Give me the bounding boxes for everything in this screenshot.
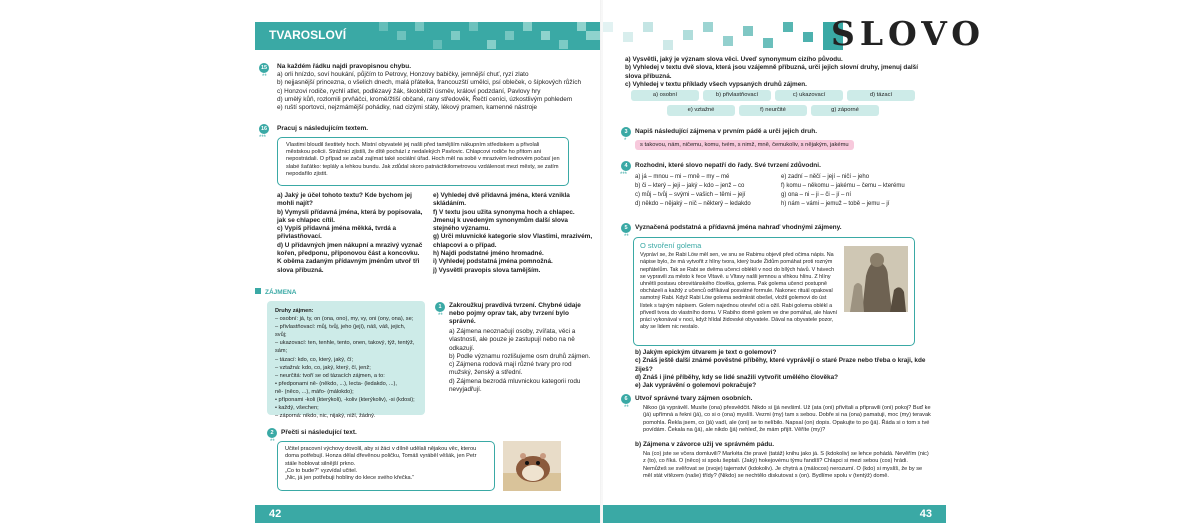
questions-col-b [433,192,595,275]
exercise-5-badge: 5 [621,223,631,233]
list-item: • předponami ně- (někdo, ...), lecta- (ledakdo, ...), [275,380,397,387]
exercise-6-text: Nikoo (já vyprávěl. Musíte (ona) přesvědčit. Nikdo si (já nevšiml. Už (ata (oni) přivítali a připravili (oni) pokoj? Buď ke (já) upřímná a řekni (já), co si o (ona) myslíš. Vezmi (my) tam s sebou. Dobře si na (ona) pamatuji, moc (my) teravak pomohla. Řekla jsem, co (já) vadí, ale (oni) se to nelíbilo. Napsal (on) dopis. Opakujte to po (já). Řáda si o tom s tvé povídám. Čekala na (já), ale nikdo (já) nehleď, že mám přijít. Věříte (my)? [643,405,931,433]
exercise-15-badge: 15 [260,65,268,71]
list-item: c) můj – tvůj – svými – vašich – těmi – její [635,192,746,198]
list-item: d) někdo – nějaký – nič – některý – ledakdo [635,201,751,207]
questions-col-a [277,192,425,275]
hamster-photo [503,441,561,491]
list-item: e) ruští sportovci, nejzmámější pohádky, nad cizými státy, lékový pramen, kamenné nástroje [277,104,538,112]
list-item: a) orli hnízdo, soví houkání, půjčím to Petrovy, Honzovy babičky, jemnější chuť, ryzí zlato [277,71,529,78]
question: c) Znáš ještě další známé pověstné příběhy, které vyprávějí o staré Praze nebo třeba o kraji, kde žiješ? [635,357,926,373]
question: i) Vyhledej podstatná jména pomnožná. [433,258,553,266]
exercise-1-badge: 1 [435,302,445,312]
list-item: d) umělý kůň, rozlomili prvňáčci, kromě/žtiší občané, rany středověk, Řečtí ceníci, úzkostlivým pohledem [277,95,573,103]
pronoun-list: s takovou, nám, ničemu, komu, tvém, s nimž, mně, čemukoliv, s nějakým, jakému [635,140,854,150]
exercise-title: Pracuj s následujícím textem. [277,125,369,132]
series-logo: SLOVO [831,14,985,53]
page-number: 42 [269,508,282,520]
article-text-box: Vlastimi bloudil šestitely hoch. Mistní obyvatelé jej našli před tamějším nákupním střediskem a přivolali městskou policii. Strážnici zjistili, že dítě pochází z nedalekých Pavlovic. Chlapcovi rodiče ho přitom ani nepostrádali. O případ se začal zajímat také sociální úřad. Hoch měl na sobě v mrazivém lednovém počasí jen slabé šaťátko: teplály a lehkou bundu. Jak zdůdal skoro patnáctikilometrovou vzdálenost mezi městy, se zatím nepodařilo zjistit. [277,137,569,186]
page-number: 43 [919,508,932,520]
question: h) Najdi podstatné jméno hromadné. [433,250,544,258]
list-item: h) nám – vámi – jemuž – tobě – jemu – jí [781,201,890,207]
word-series-col-a [635,173,785,209]
difficulty-stars: ** [262,74,267,80]
left-header-bar [255,22,600,50]
question: a) Jaký je účel tohoto textu? Kde bychom jej mohli najít? [277,192,412,208]
exercise-15 [277,63,595,112]
difficulty-stars: ** [438,313,443,319]
exercise-6b-text: Na (co) jste se včera domluvili? Markéta čte pravé (tatáž) knihu jako já. S (kdokoliv) se lehce pohádá. Nevěřím (nic) z (to), co říká. O (něco) si spolu šeptali. (Jaký) hokejovému týmu fandíš? Chlapci si mezi sebou (cos) hrádi. Nemůžeš se svěřovat se (svoje) tajemství (kdokoliv). Je chytrá a (málocos) nerozumí. O (kdo) si myslíš, že by se měl stát vítězem (naše) třídy? (Nikdo) se nechtělo diskutovat s (on). Bydlíme spolu v (tentýž) domě. [643,451,929,479]
exercise-subtitle: b) Zájmena v závorce užij ve správném pádu. [635,441,775,448]
difficulty-stars: ** [270,439,275,445]
list-item: – tázací: kdo, co, který, jaký, čí; [275,356,354,363]
list-item: – záporná: nikdo, nic, nijaký, niží, žádný. [275,413,376,420]
left-footer-bar [255,505,600,523]
exercise-1 [449,302,595,394]
word-series-col-b [781,173,941,209]
exercise-title: Vyznačená podstatná a přídavná jména nahraď vhodnými zájmeny. [635,224,842,231]
list-item: ně- (něco, ...), máfo- (málokdo); [275,388,354,395]
golem-illustration [844,246,908,312]
difficulty-stars: *** [259,135,267,141]
list-item: a) já – mnou – mi – mně – my – mé [635,174,730,180]
mosaic-decoration [603,22,843,50]
list-item: – přivlastňovací: můj, tvůj, jeho (její), náš, váš, jejich, svůj; [275,324,406,339]
list-item: – vztažná: kdo, co, jaký, který, čí, jenž; [275,364,371,371]
section-heading: ZÁJMENA [255,288,296,296]
question: g) Urči mluvnické kategorie slov Vlastimi, mrazivém, chlapcovi a o případ. [433,233,593,249]
exercise-title: Zakroužkuj pravdivá tvrzení. Chybné údaje nebo pojmy oprav tak, aby tvrzení bylo správné. [449,302,581,325]
list-item: – neurčitá: tvoří se od tázacích zájmen, a to: [275,372,385,379]
exercise-16-badge: 16 [260,126,268,132]
list-item: g) ona – ni – ji – či – jí – ní [781,192,852,198]
exercise-4-badge: 4 [621,161,631,171]
exercise-3-badge: 3 [621,127,631,137]
question: b) Vyhledej v textu dvě slova, která jsou vzájemně příbuzná, urči jejich slovní druhy, jmenuj další slova příbuzná. [625,64,918,80]
story-text: Vypráví se, že Rabi Löw měl sen, ve snu se Rabimu objevil před očima nápis. Na nápise bylo, že má vytvořit z hlíny tvora, který bude Židům pomáhat proti rozným nepřátelům. Tak se Rabi se dvěma učenci oblékli v noci do bílých hávů. V hávech se vypravili za město k řece Vltavě. u Vltavy našli jemnou a vlhkou hlínu. Z hlíny uhnětli postavu obrovitánského člověka, golema. Pak golema učenci postupně obcházeli a každý z učenců odříkával posvátné formule. Nakonec rituál opakoval samotný Rabi. Když Rabi Löw golema sedmkrát obešel, vložil golemovi do úst lístek s tajným nápisem. Golem najednou otevřel oči a ožil. Rabi golema oblékl a přivedl tvora do vlastního domu. V Rabiho domě golem ve dne pomáhal, ale hlavní práci vykonával v noci, když hlídal židovské obyvatele. Dával na obyvatele pozor, aby se lidem nic nestalo. [640,252,838,331]
pronoun-type-pill: d) tázací [847,90,915,101]
question: d) Znáš i jiné příběhy, kdy se lidé snažili vytvořit umělého člověka? [635,373,839,381]
pronoun-type-pill: b) přivlastňovací [703,90,771,101]
right-footer-bar [603,505,946,523]
pronoun-type-pill: a) osobní [631,90,699,101]
story-title: O stvoření golema [640,241,702,250]
list-item: b) Podle významu rozlišujeme osm druhů zájmen. [449,352,591,360]
exercise-title: Na každém řádku najdi pravopisnou chybu. [277,63,412,70]
paragraph: Učitel pracovní výchovy dovolil, aby si žáci v dílně udělali nějakou věc, kterou doma potřebují. Honza dělal dřevěnou poličku, Tomáš vyráběl věšák, jen Petr stále hoblovat silnější prkno. [285,446,477,467]
question: c) Vypiš přídavná jména měkká, tvrdá a přivlastňovací. [277,225,397,241]
exercise-2-badge: 2 [267,428,277,438]
list-item: c) Honzovi rodiče, rychlí atlet, podlézavý žák, školoblíží úsměv, královí podzdaní, Pavlovy hry [277,87,541,95]
golem-questions [635,349,935,390]
list-item: e) zadní – něčí – její – ničí – jeho [781,174,870,180]
list-item: a) Zájmena neoznačují osoby, zvířata, věci a vlastnosti, ale pouze je zastupují nebo na ně odkazují. [449,328,576,352]
question: e) Vyhledej dvě přídavná jména, která vznikla skládáním. [433,192,570,208]
story-box [277,441,495,491]
mosaic-decoration [379,22,600,50]
difficulty-stars: * [624,138,627,144]
question: b) Jakým epickým útvarem je text o golemovi? [635,349,777,356]
difficulty-stars: ** [624,405,629,411]
box-title: Druhy zájmen: [275,308,314,314]
list-item: b) či – který – jeji – jaký – kdo – jenž – co [635,183,745,189]
question: e) Jak vyprávění o golemovi pokračuje? [635,382,757,390]
question: d) U přídavných jmen nákupní a mrazivý vyznač kořen, předponu, příponovou část a koncovku. K oběma zadaným přídavným jménům utvoř tři slova příbuzná. [277,241,423,274]
list-item: d) Zájmena bezrodá mluvnickou kategorii rodu nevyjadřují. [449,377,581,394]
exercise-title: Přečti si následující text. [281,429,357,436]
chapter-title: TVAROSLOVÍ [269,28,347,42]
question: c) Vyhledej v textu příklady všech vypsaných druhů zájmen. [625,80,807,88]
list-item: – osobní: já, ty, on (ona, ono), my, vy, oni (ony, ona), se; [275,316,414,323]
exercise-title: Rozhodni, které slovo nepatří do řady. Své tvrzení zdůvodni. [635,162,821,169]
pronoun-type-pill: g) záporné [811,105,879,116]
paragraph: „Co to bude?“ vyzvídal učitel. [285,467,358,474]
question: j) Vysvětli pravopis slova tamějším. [433,266,541,274]
exercise-title: Utvoř správné tvary zájmen osobních. [635,395,753,402]
question: b) Vymysli přídavná jména, která by popisovala, jak se chlapec cítil. [277,208,423,224]
list-item: • příponami -koli (kterýkoli), -koliv (kterýkoliv), -si (kdosi); [275,397,415,404]
question: a) Vysvětli, jaký je význam slova věci. Uveď synonymum cizího původu. [625,56,843,63]
list-item: • každý, všechen; [275,405,319,412]
list-item: f) komu – někomu – jakému – čemu – kterému [781,183,905,189]
question: f) V textu jsou užita synonyma hoch a chlapec. Jmenuj k uvedeným synonymům další slova stejného významu. [433,208,575,233]
list-item: b) nejjasnější princezna, o všelich dnech, malá přátelka, francouzští umělci, psí obleček, o šípkových růžích [277,79,582,87]
list-item: – ukazovací: ten, tenhle, tento, onen, takový, týž, tentýž, sám; [275,340,415,355]
pronoun-type-pill: e) vztažné [667,105,735,116]
exercise-title: Napiš následující zájmena v prvním pádě a urči jejich druh. [635,128,818,135]
pronoun-type-pill: f) neurčité [739,105,807,116]
pronoun-type-pill: c) ukazovací [775,90,843,101]
exercise-continued [625,56,925,89]
exercise-6-badge: 6 [621,394,631,404]
paragraph: „Nic, já jen potřebuji hobliny do klece svého křečka.“ [285,475,415,482]
difficulty-stars: *** [620,172,628,178]
left-page [255,0,600,523]
right-page [603,0,985,523]
difficulty-stars: ** [624,234,629,240]
list-item: c) Zájmena rodová mají různé tvary pro rod mužský, ženský a střední. [449,361,572,377]
pronoun-types-box [267,301,425,420]
